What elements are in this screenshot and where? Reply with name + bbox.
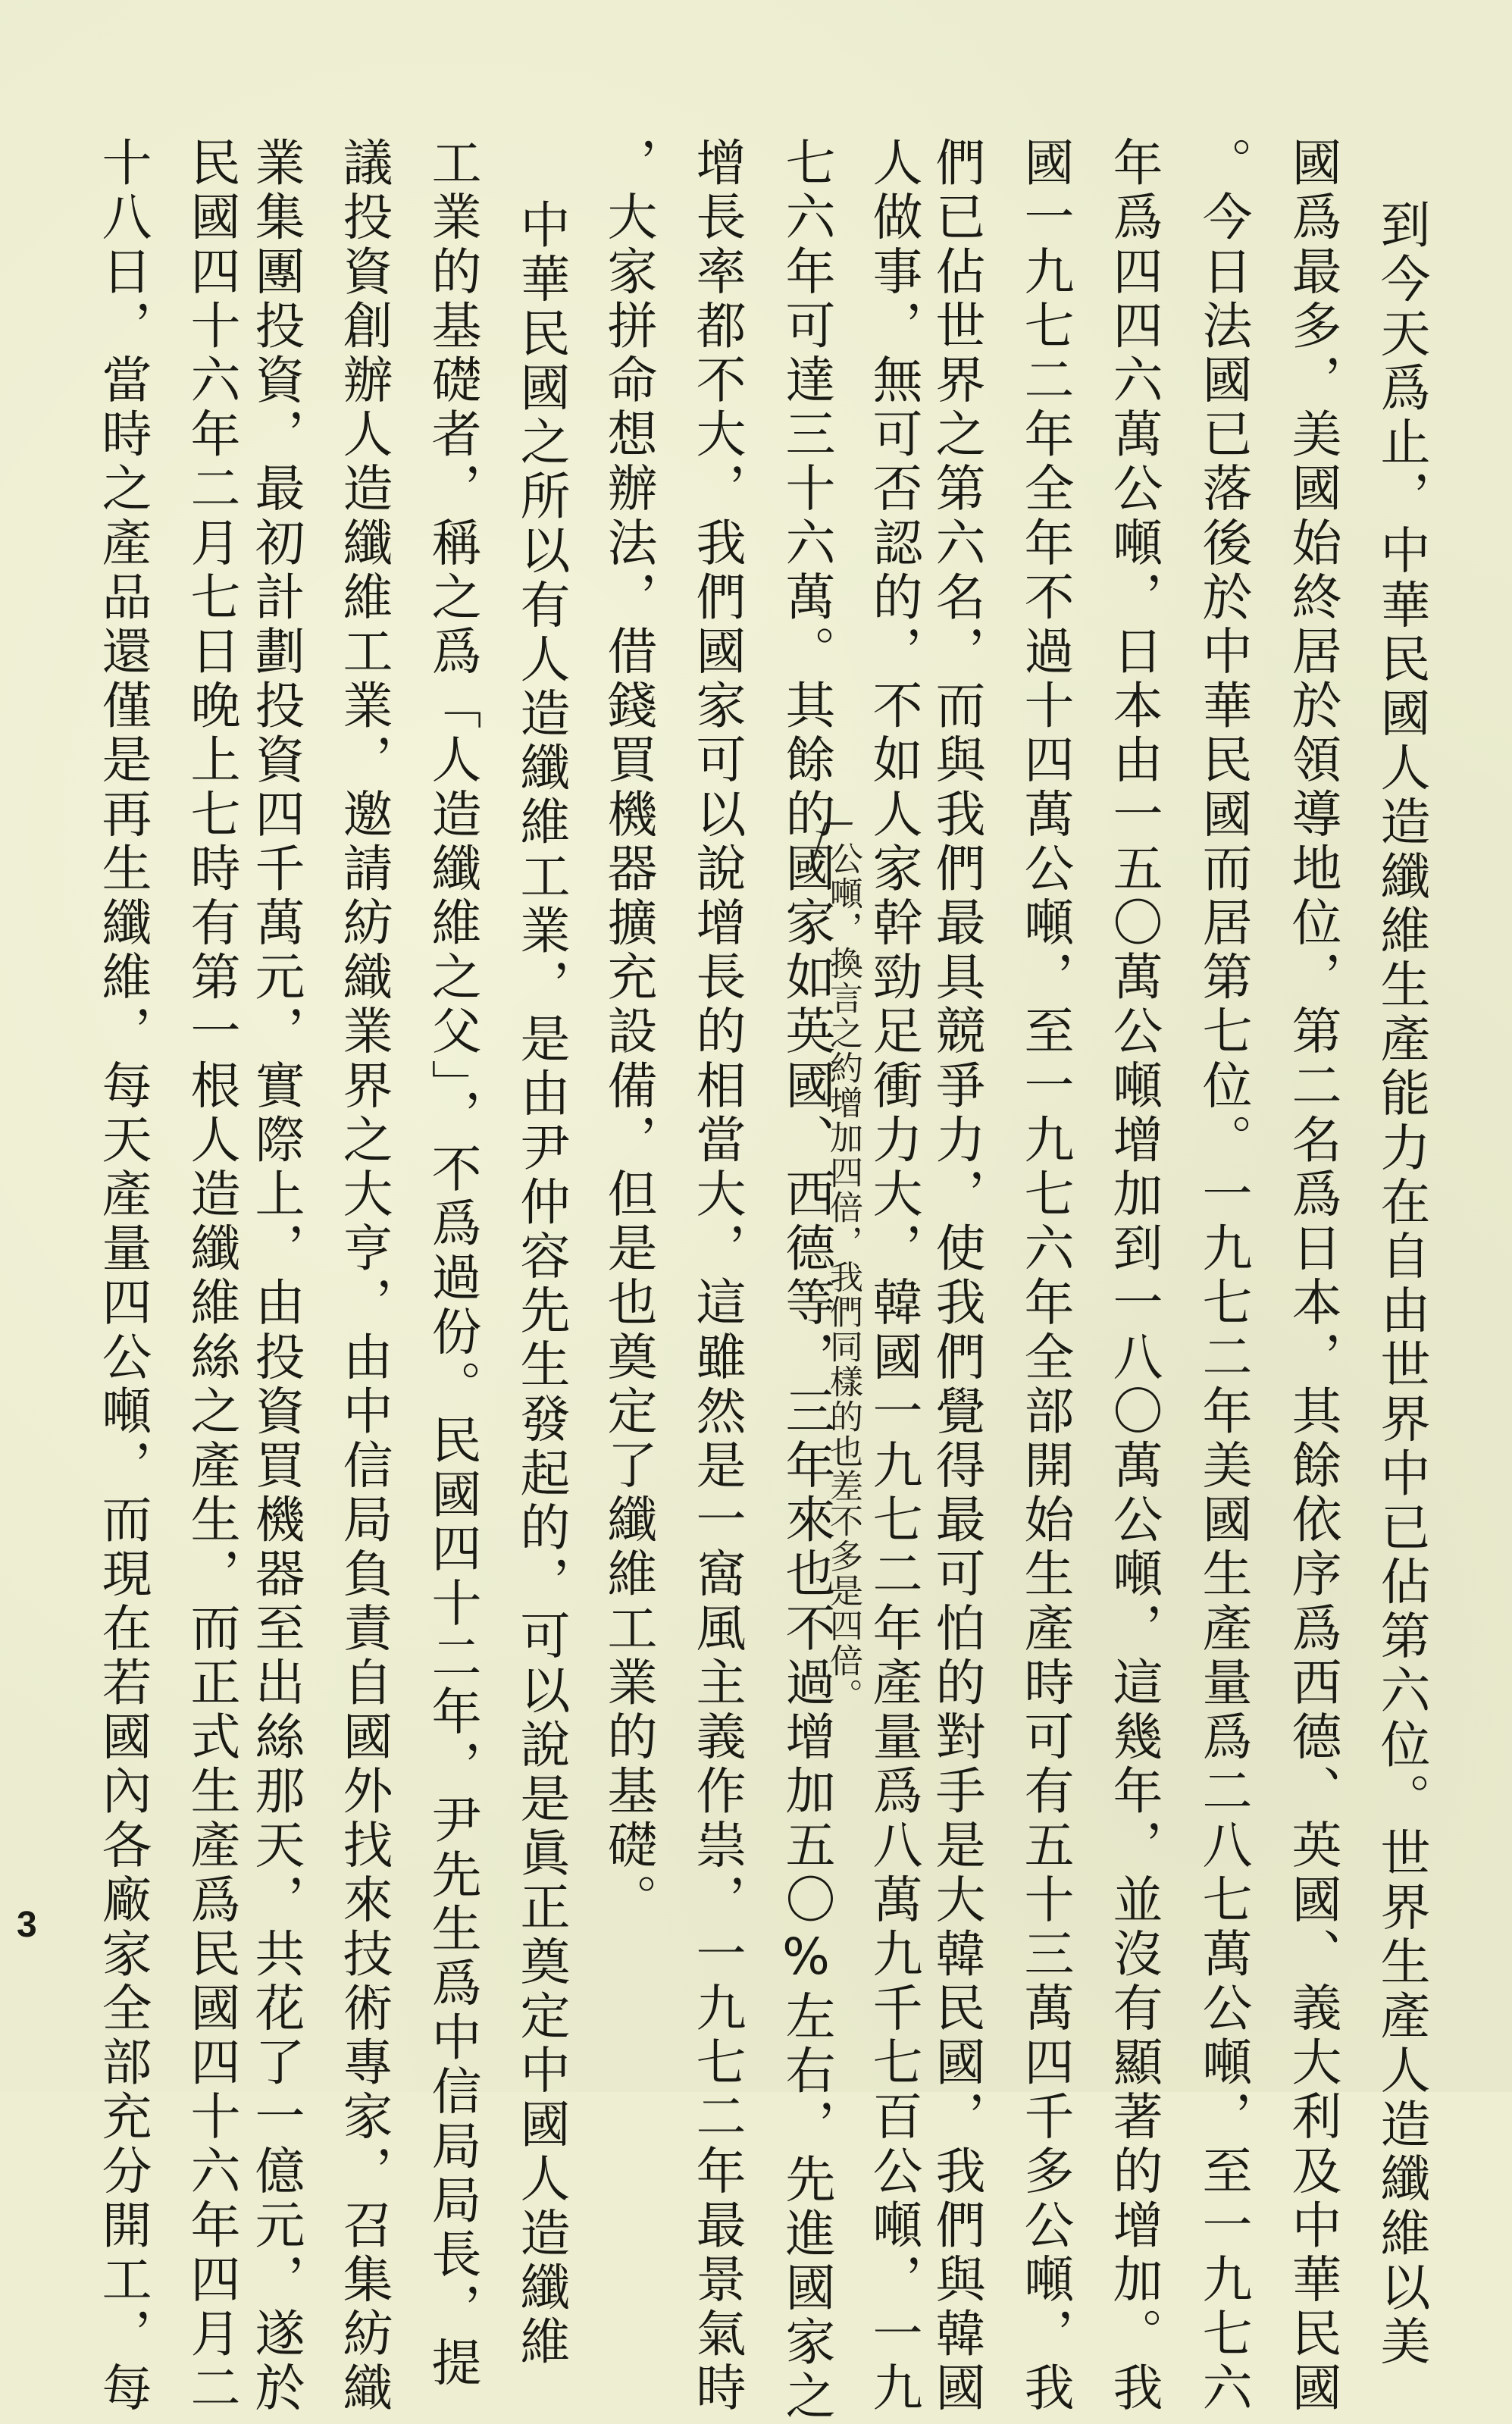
text-column-5: 國一九七二年全年不過十四萬公噸，至一九七六年全部開始生產時可有五十三萬四千多公噸，我 [1016,136,1074,2416]
text-column-11: 中華民國之所以有人造纖維工業，是由尹仲容先生發起的，可以說是眞正奠定中國人造纖維 [512,199,570,2369]
text-column-16: 十八日，當時之產品還僅是再生纖維，每天產量四公噸，而現在若國內各廠家全部充分開工，每 [93,136,152,2416]
text-column-7: 人做事，無可否認的，不如人家幹勁足衝力大，韓國一九七二年產量爲八萬九千七百公噸，一九 [864,136,922,2416]
text-column-12: 工業的基礎者，稱之爲「人造纖維之父」，不爲過份。民國四十二年，尹先生爲中信局局長，提 [423,136,481,2391]
text-column-15: 民國四十六年二月七日晚上七時有第一根人造纖維絲之產生，而正式生產爲民國四十六年四月二 [182,136,240,2416]
text-column-10: ，大家拼命想辦法，借錢買機器擴充設備，但是也奠定了纖維工業的基礎。 [599,136,657,1928]
text-column-1: 到今天爲止，中華民國人造纖維生產能力在自由世界中已佔第六位。世界生產人造纖維以美 [1372,199,1430,2369]
text-column-8: 七六年可達三十六萬。其餘的國家如英國、西德等，三年來也不過增加五〇%左右，先進國家之 [777,136,835,2424]
text-column-6: 們已佔世界之第六名，而與我們最具競爭力，使我們覺得最可怕的對手是大韓民國，我們與韓國 [927,136,985,2416]
text-column-2: 國爲最多，美國始終居於領導地位，第二名爲日本，其餘依序爲西德、英國、義大利及中華民國 [1283,136,1341,2416]
text-column-4: 年爲四四六萬公噸，日本由一五〇萬公噸增加到一八〇萬公噸，這幾年，並沒有顯著的增加。我 [1104,136,1163,2416]
handwritten-annotation: 公噸，換言之約增加四倍，我們同樣的也差不多是四倍。 [824,841,862,1713]
text-column-3: 。今日法國已落後於中華民國而居第七位。一九七二年美國生產量爲二八七萬公噸，至一九七六 [1194,136,1252,2416]
page-number: 3 [17,1905,37,1945]
text-column-13: 議投資創辦人造纖維工業，邀請紡織業界之大亨，由中信局負責自國外找來技術專家，召集紡織 [334,136,393,2416]
text-column-14: 業集團投資，最初計劃投資四千萬元，實際上，由投資買機器至出絲那天，共花了一億元，遂於 [246,136,305,2416]
text-column-9: 增長率都不大，我們國家可以說增長的相當大，這雖然是一窩風主義作祟，一九七二年最景氣時 [687,136,746,2416]
